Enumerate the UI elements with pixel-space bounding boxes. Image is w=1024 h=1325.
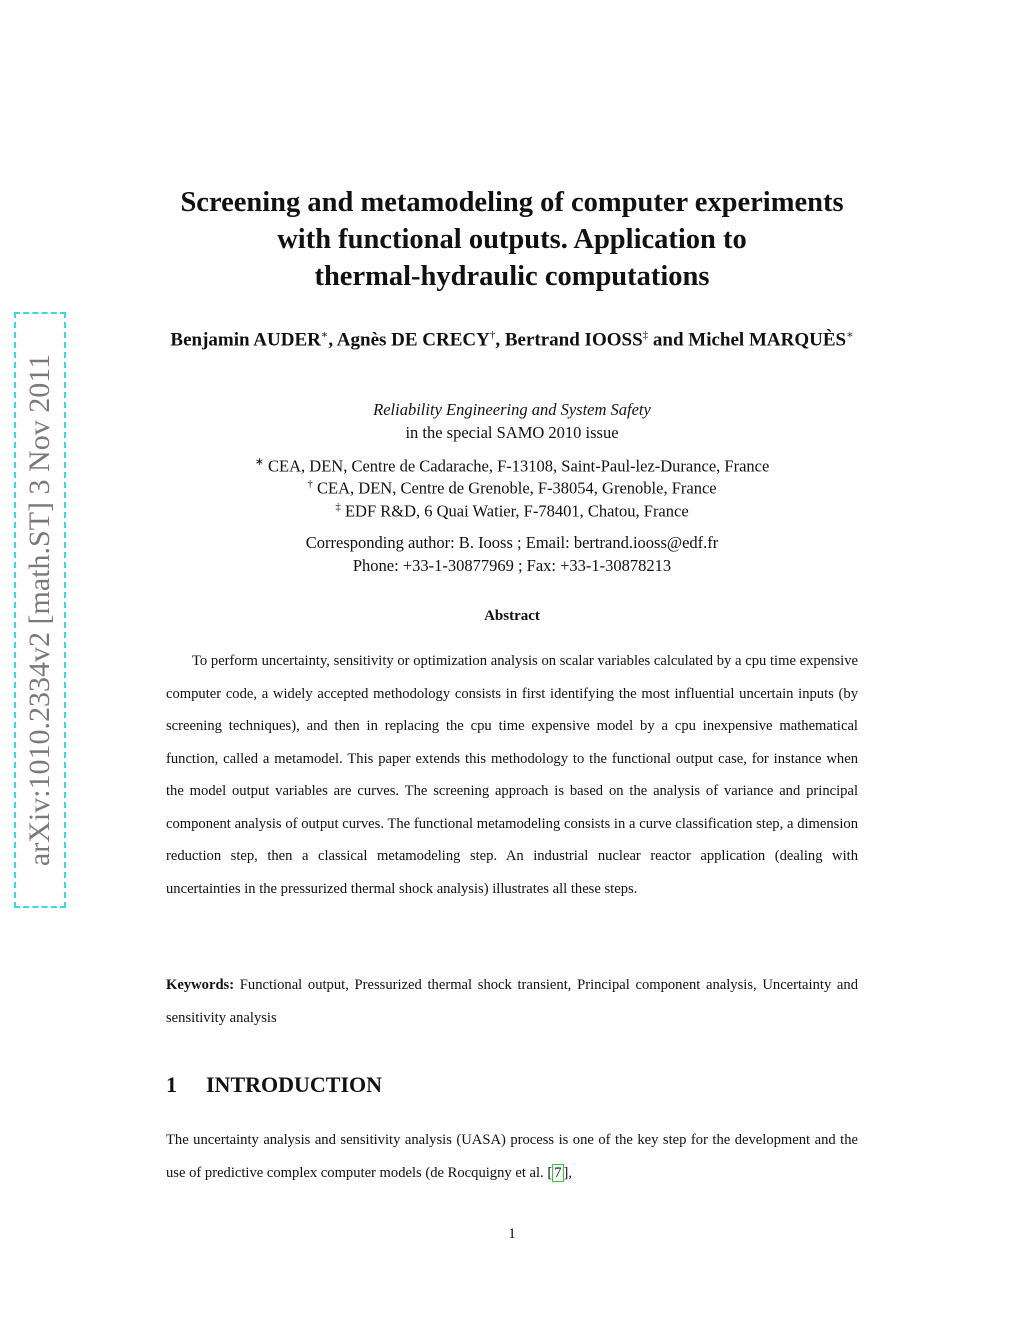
affiliation-2 [0,478,1024,499]
abstract-heading: Abstract [484,608,540,624]
keywords [166,969,858,1034]
affiliation-text: CEA, DEN, Centre de Cadarache, F-13108, Saint-Paul-lez-Durance, France [263,456,770,476]
author-marques: and Michel MARQUÈS [648,329,847,351]
author-iooss: , Bertrand IOOSS [495,329,643,351]
author-list [0,328,1024,351]
author-mark-1: ∗ [320,329,329,341]
title-line-2: with functional outputs. Application to [277,224,747,255]
title-line-3: thermal-hydraulic computations [314,261,710,292]
abstract-body [166,645,858,905]
author-de-crecy: , Agnès DE CRECY [328,329,490,351]
author-mark-2: † [489,329,496,341]
affiliation-3 [0,501,1024,522]
intro-text: The uncertainty analysis and sensitivity analysis (UASA) process is one of the key step for the development and the use of predictive complex computer models (de Rocquigny et al. [ [166,1132,858,1181]
author-mark-3: ‡ [642,329,649,341]
affiliation-mark: ‡ [335,501,341,513]
author-mark-4: ∗ [846,329,854,341]
citation-link[interactable]: 7 [554,1164,562,1181]
affiliation-mark: † [307,478,313,490]
affiliation-1 [0,455,1024,477]
arxiv-stamp-text: arXiv:1010.2334v2 [math.ST] 3 Nov 2011 [23,353,56,867]
phone-fax: Phone: +33-1-30877969 ; Fax: +33-1-30878213 [352,556,672,575]
title-line-1: Screening and metamodeling of computer experiments [180,187,844,218]
intro-text-end: ], [563,1164,573,1181]
affiliation-mark: ∗ [254,456,264,468]
page-number: 1 [508,1226,516,1242]
journal-name: Reliability Engineering and System Safety [373,400,651,419]
corresponding-author: Corresponding author: B. Iooss ; Email: bertrand.iooss@edf.fr [305,533,719,552]
abstract-text: To perform uncertainty, sensitivity or optimization analysis on scalar variables calculated by a cpu time expensive computer code, a widely accepted methodology consists in first identifying the most influential uncertain inputs (by screening techniques), and then in replacing the cpu time expensive model by a cpu inexpensive mathematical function, called a metamodel. This paper extends this methodology to the functional output case, for instance when the model output variables are curves. The screening approach is based on the analysis of variance and principal component analysis of output curves. The functional metamodeling consists in a curve classification step, a dimension reduction step, then a classical metamodeling step. An industrial nuclear reactor application (dealing with uncertainties in the pressurized thermal shock analysis) illustrates all these steps. [166,653,858,897]
journal-issue: in the special SAMO 2010 issue [405,423,619,442]
keywords-text: Functional output, Pressurized thermal shock transient, Principal component analysis, Uncertainty and sensitivity analysis [166,977,858,1026]
paper-title [0,184,1024,295]
introduction-paragraph [166,1124,858,1189]
affiliation-text: EDF R&D, 6 Quai Watier, F-78401, Chatou, France [340,501,689,521]
section-number: 1 [166,1072,177,1097]
author-auder: Benjamin AUDER [170,329,321,351]
keywords-label: Keywords: [166,977,235,993]
section-heading [166,1072,382,1098]
section-title: INTRODUCTION [206,1072,383,1097]
affiliation-text: CEA, DEN, Centre de Grenoble, F-38054, Grenoble, France [312,478,717,498]
